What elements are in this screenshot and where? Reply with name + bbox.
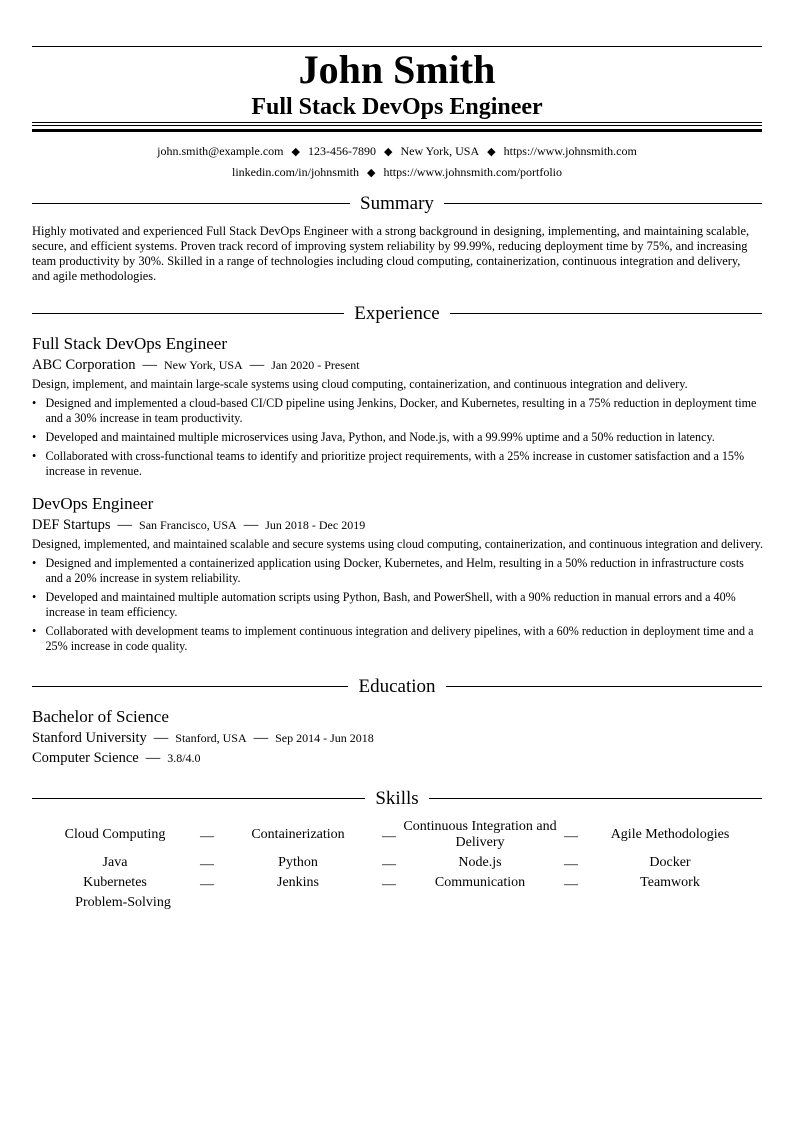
job-bullet: • Designed and implemented a containerized application using Docker, Kubernetes, and Helm, resulting in a 50% reduction in infrastructure costs and a 20% increase in system reliability. [32,556,744,585]
skills-row [32,895,762,915]
bullet-icon: • [32,430,37,444]
skill-item: Jenkins [277,875,319,890]
skill-item: Continuous Integration and Delivery [403,819,557,850]
dash-separator: — [253,730,269,746]
diamond-icon: ◆ [487,146,496,158]
bullet-icon: • [32,624,37,638]
header-rule [32,125,762,126]
skill-separator: — [200,857,214,872]
job-title: DevOps Engineer [32,494,154,513]
bullet-icon: • [32,449,37,463]
website-link[interactable]: https://www.johnsmith.com [503,144,637,158]
skill-item: Docker [649,855,691,870]
company-name: DEF Startups [32,517,111,533]
skill-item: Java [102,855,128,870]
section-title: Summary [350,193,444,214]
header-rule [32,122,762,123]
skill-separator: — [382,857,396,872]
skill-item: Teamwork [640,875,700,890]
job-meta [32,356,360,374]
education-major [32,749,201,767]
bullet-icon: • [32,556,37,570]
skills-row [32,875,762,895]
section-title: Education [348,676,445,697]
skill-separator: — [200,877,214,892]
gpa-value: 3.8/4.0 [167,751,201,765]
dash-separator: — [145,750,161,766]
portfolio-link[interactable]: https://www.johnsmith.com/portfolio [383,165,563,179]
header-rule-thick [32,129,762,132]
degree-title: Bachelor of Science [32,707,169,726]
skill-separator: — [382,877,396,892]
major-name: Computer Science [32,750,139,766]
candidate-title: Full Stack DevOps Engineer [251,94,543,120]
job-bullet: • Collaborated with cross-functional teams to identify and prioritize project requirements, with a 25% increase in customer satisfaction and a 15% increase in revenue. [32,449,745,478]
dash-separator: — [249,357,265,373]
education-meta [32,729,374,747]
bullet-icon: • [32,396,37,410]
skills-row [32,855,762,875]
company-name: ABC Corporation [32,357,136,373]
dash-separator: — [243,517,259,533]
skill-item: Problem-Solving [75,895,171,910]
linkedin-link[interactable]: linkedin.com/in/johnsmith [231,165,359,179]
skill-item: Node.js [458,855,502,870]
job-description: Design, implement, and maintain large-scale systems using cloud computing, containerization, and continuous integration and delivery. [32,377,688,391]
dash-separator: — [153,730,169,746]
job-location: San Francisco, USA [139,518,237,532]
skill-separator: — [564,877,578,892]
bullet-icon: • [32,590,37,604]
email-link[interactable]: john.smith@example.com [157,144,284,158]
skill-item: Kubernetes [83,875,147,890]
section-title: Experience [344,303,449,324]
skill-item: Communication [434,875,526,890]
skill-separator: — [200,829,214,844]
job-bullet: • Developed and maintained multiple automation scripts using Python, Bash, and PowerShell, with a 90% reduction in manual errors and a 40% increase in team efficiency. [32,590,736,619]
skill-separator: — [564,829,578,844]
skill-item: Containerization [251,827,345,842]
school-location: Stanford, USA [175,731,247,745]
job-bullet: • Designed and implemented a cloud-based CI/CD pipeline using Jenkins, Docker, and Kubernetes, resulting in a 75% reduction in deployment time and a 30% increase in team productivity. [32,396,757,425]
job-bullet: • Developed and maintained multiple microservices using Java, Python, and Node.js, with a 99.99% uptime and a 50% reduction in latency. [32,430,715,444]
skills-row [32,819,762,855]
job-description: Designed, implemented, and maintained scalable and secure systems using cloud computing, containerization, and continuous integration and delivery. [32,537,764,551]
job-title: Full Stack DevOps Engineer [32,334,227,353]
skill-separator: — [564,857,578,872]
summary-text: Highly motivated and experienced Full Stack DevOps Engineer with a strong background in designing, implementing, and maintaining scalable, secure, and efficient systems. Proven track record of improving system reliability by 99.99%, reducing deployment time by 75%, and increasing team productivity by 30%. Skilled in a range of technologies including cloud computing, containerization, continuous integration and delivery, and agile methodologies. [32,224,750,283]
skill-separator: — [382,829,396,844]
section-header-experience [32,302,762,326]
candidate-name: John Smith [298,47,496,92]
contact-line-1 [32,143,762,160]
diamond-icon: ◆ [291,146,300,158]
skill-item: Cloud Computing [64,827,166,842]
section-header-skills [32,787,762,811]
school-name: Stanford University [32,730,147,746]
contact-line-2 [32,164,762,181]
job-dates: Jun 2018 - Dec 2019 [265,518,366,532]
section-header-summary [32,192,762,216]
section-header-education [32,675,762,699]
diamond-icon: ◆ [383,146,393,158]
section-title: Skills [365,788,428,809]
skill-item: Python [278,855,318,870]
job-dates: Jan 2020 - Present [271,358,360,372]
phone-link[interactable]: 123-456-7890 [307,144,376,158]
job-bullet: • Collaborated with development teams to implement continuous integration and delivery pipelines, with a 60% reduction in deployment time and a 25% increase in code quality. [32,624,754,653]
job-location: New York, USA [164,358,243,372]
dash-separator: — [142,357,158,373]
location-text: New York, USA [400,144,480,158]
skill-item: Agile Methodologies [610,827,730,842]
job-meta [32,516,365,534]
diamond-icon: ◆ [366,167,376,179]
dash-separator: — [117,517,133,533]
education-dates: Sep 2014 - Jun 2018 [275,731,374,745]
skills-grid [32,819,762,915]
